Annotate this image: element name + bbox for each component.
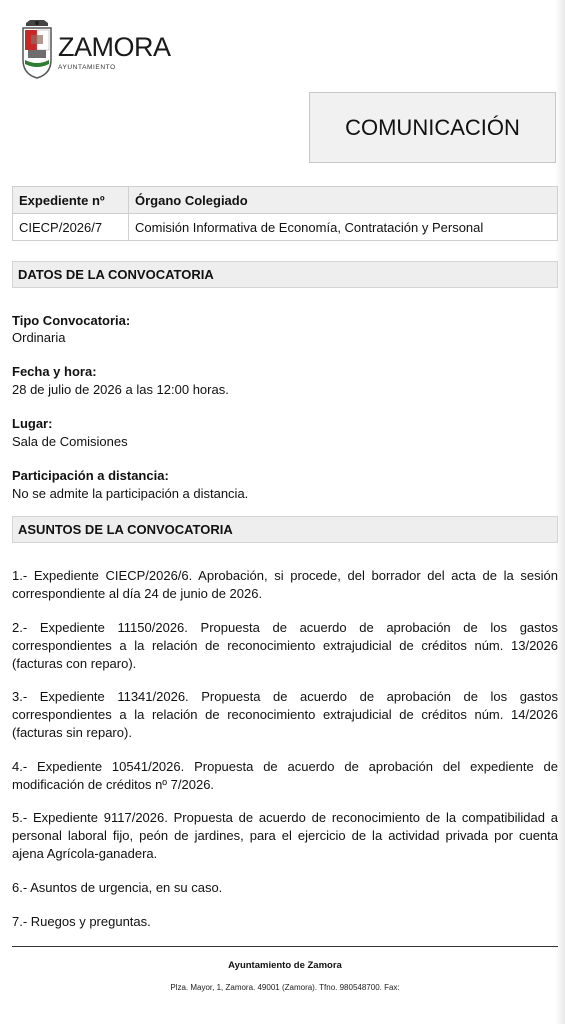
agenda-item: 5.- Expediente 9117/2026. Propuesta de acuerdo de reconocimiento de la compatibilidad a personal laboral fijo, peón de jardines, para el ejercicio de la actividad privada por cuenta ajena Agrícola-ganadera. <box>12 810 558 861</box>
agenda-item: 1.- Expediente CIECP/2026/6. Aprobación, si procede, del borrador del acta de la sesión correspondiente al día 24 de junio de 2026. <box>12 568 558 601</box>
field-label-fecha: Fecha y hora: <box>12 364 97 379</box>
table-header-cell: Órgano Colegiado <box>129 187 558 214</box>
ayuntamiento-logo <box>20 20 170 82</box>
agenda-item: 6.- Asuntos de urgencia, en su caso. <box>12 880 223 895</box>
organo-colegiado: Comisión Informativa de Economía, Contratación y Personal <box>129 214 558 241</box>
field-value-fecha: 28 de julio de 2026 a las 12:00 horas. <box>12 382 229 397</box>
field-label-lugar: Lugar: <box>12 416 53 431</box>
footer-address: Plza. Mayor, 1, Zamora. 49001 (Zamora). Tfno. 980548700. Fax: <box>170 983 400 992</box>
table-row <box>13 214 558 241</box>
agenda-item: 7.- Ruegos y preguntas. <box>12 914 151 929</box>
field-value-participacion: No se admite la participación a distancia. <box>12 486 249 501</box>
footer-title: Ayuntamiento de Zamora <box>228 960 342 971</box>
field-value-tipo: Ordinaria <box>12 330 66 345</box>
agenda-item: 3.- Expediente 11341/2026. Propuesta de acuerdo de aprobación de los gastos correspondientes a la relación de reconocimiento extrajudicial de créditos núm. 14/2026 (facturas sin reparo). <box>12 689 558 740</box>
agenda-item: 4.- Expediente 10541/2026. Propuesta de acuerdo de aprobación del expediente de modificación de créditos nº 7/2026. <box>12 759 558 792</box>
page-edge-shadow <box>555 0 565 1024</box>
zamora-coat-of-arms-icon <box>20 20 54 80</box>
footer-divider <box>12 946 558 947</box>
section-heading-asuntos: ASUNTOS DE LA CONVOCATORIA <box>12 516 558 543</box>
section-heading-datos: DATOS DE LA CONVOCATORIA <box>12 261 558 288</box>
logo-subtitle: AYUNTAMIENTO <box>58 64 116 71</box>
logo-wordmark: ZAMORA <box>58 32 171 62</box>
expediente-table <box>12 186 558 241</box>
field-label-participacion: Participación a distancia: <box>12 468 169 483</box>
field-label-tipo: Tipo Convocatoria: <box>12 313 131 328</box>
agenda-item: 2.- Expediente 11150/2026. Propuesta de acuerdo de aprobación de los gastos correspondientes a la relación de reconocimiento extrajudicial de créditos núm. 13/2026 (facturas con reparo). <box>12 620 558 671</box>
document-type-label: COMUNICACIÓN <box>345 114 520 140</box>
table-header-row <box>13 187 558 214</box>
field-value-lugar: Sala de Comisiones <box>12 434 128 449</box>
table-header-cell: Expediente nº <box>13 187 129 214</box>
expediente-number: CIECP/2026/7 <box>13 214 129 241</box>
document-type-box <box>309 92 556 163</box>
